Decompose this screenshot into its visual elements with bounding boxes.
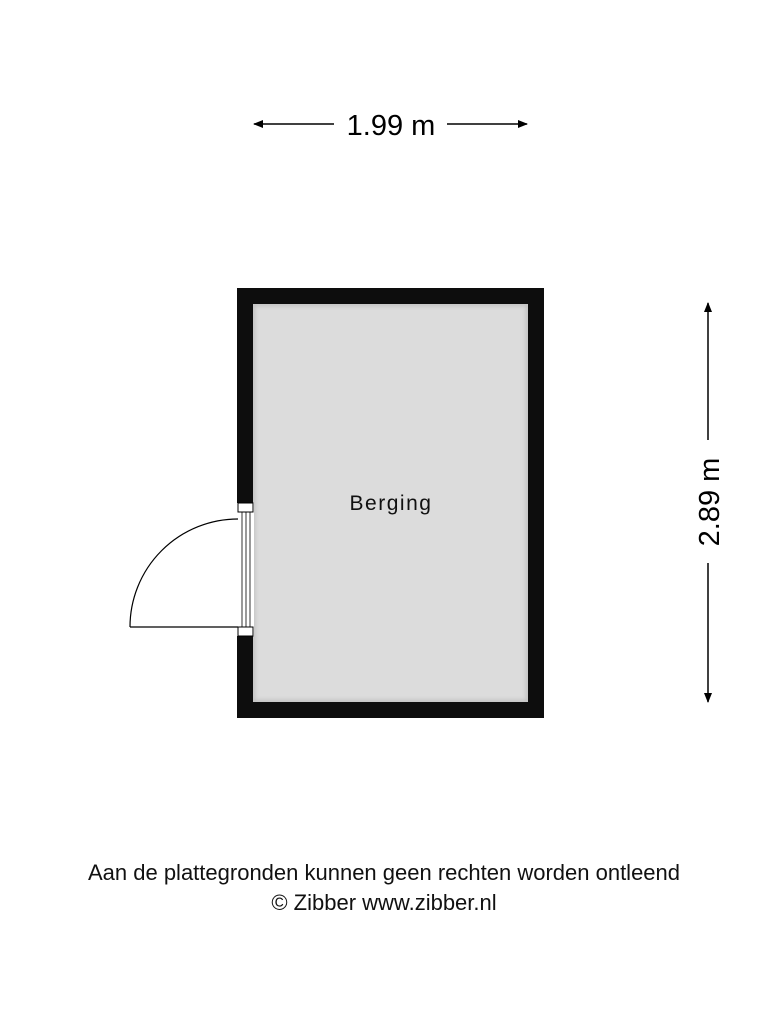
footer-disclaimer: Aan de plattegronden kunnen geen rechten worden ontleend: [87, 860, 681, 885]
width-dimension: [254, 110, 527, 142]
height-dimension-label: 2.89 m: [694, 457, 726, 547]
room-berging: [237, 288, 544, 718]
room-label: Berging: [349, 492, 433, 515]
height-dimension: [694, 303, 726, 702]
door: [130, 503, 254, 636]
door-frame-top: [238, 503, 253, 512]
footer-credit: © Zibber www.zibber.nl: [271, 890, 497, 915]
width-dimension-label: 1.99 m: [346, 110, 436, 142]
door-opening: [237, 503, 254, 636]
door-frame-bottom: [238, 627, 253, 636]
door-swing-arc: [130, 519, 238, 627]
